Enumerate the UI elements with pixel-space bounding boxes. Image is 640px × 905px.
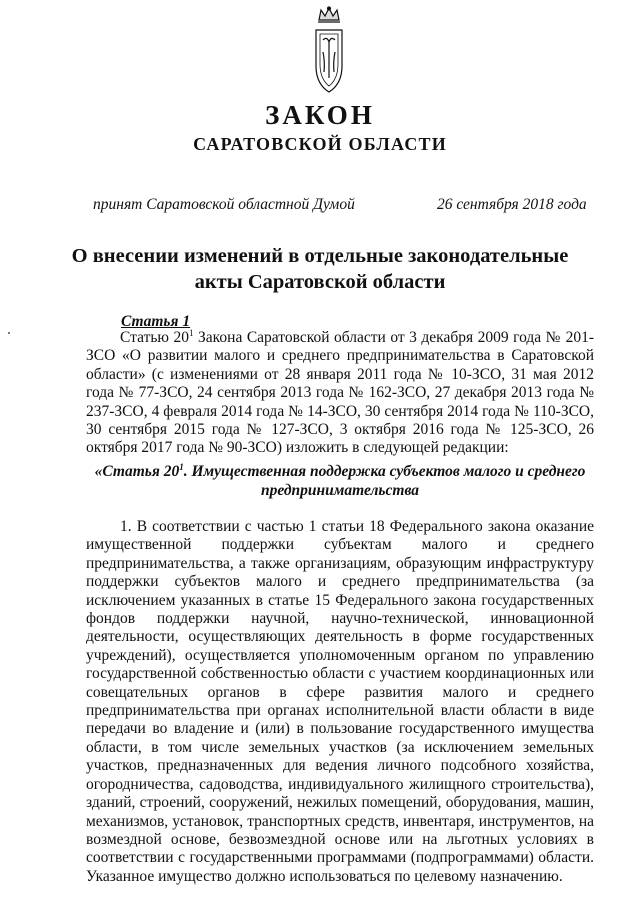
document-type-heading: ЗАКОН [265, 100, 375, 130]
article-1-heading: Статья 1 [121, 313, 191, 330]
new-article-prefix: «Статья 20 [94, 463, 180, 480]
article-number-superscript: 1 [189, 328, 194, 338]
adopted-by-line: принят Саратовской областной Думой [93, 196, 355, 213]
coat-of-arms-emblem [311, 6, 347, 94]
article-1-paragraph-rest: Закона Саратовской области от 3 декабря 2009 года № 201-ЗСО «О развитии малого и среднего предпринимательства в Саратовской области» (с изменениями от 28 января 2011 года № 10-ЗСО, 31 мая 2012 года № 77-ЗСО, 24 сентября 2013 года № 162-ЗСО, 27 декабря 2013 года № 237-ЗСО, 4 февраля 2014 года № 14-ЗСО, 30 сентября 2014 года № 110-ЗСО, 30 сентября 2015 года № 127-ЗСО, 3 октября 2016 года № 125-ЗСО, 26 октября 2017 года № 90-ЗСО) изложить в следующей редакции: [86, 329, 595, 457]
new-article-superscript: 1 [179, 462, 184, 472]
scan-speck [8, 332, 10, 334]
article-1-paragraph [86, 329, 594, 458]
document-title-line-1: О внесении изменений в отдельные законодательные [71, 245, 569, 267]
region-heading: САРАТОВСКОЙ ОБЛАСТИ [193, 134, 447, 154]
new-article-heading [86, 463, 594, 500]
article-1-paragraph-start: Статью 20 [120, 329, 190, 346]
adopted-date: 26 сентября 2018 года [437, 196, 587, 213]
document-title-line-2: акты Саратовской области [194, 271, 446, 293]
new-article-title: . Имущественная поддержка субъектов малого и среднего предпринимательства [183, 463, 586, 499]
clause-1-paragraph: 1. В соответствии с частью 1 статьи 18 Федерального закона оказание имущественной поддержки субъектам малого и среднего предпринимательства, а также организациям, образующим инфраструктуру поддержки субъектов малого и среднего предпринимательства (за исключением указанных в статье 15 Федерального закона государственных фондов поддержки научной, научно-технической, инновационной деятельности, осуществляющих деятельность в форме государственных учреждений), осуществляется уполномоченным органом по управлению государственной собственностью области с участием координационных или совещательных органов в сфере развития малого и среднего предпринимательства при органах исполнительной власти области в виде передачи во владение и (или) в пользование государственного имущества области, в том числе земельных участков (за исключением земельных участков, предназначенных для ведения личного подсобного хозяйства, огородничества, садоводства, индивидуального жилищного строительства), зданий, строений, сооружений, нежилых помещений, оборудования, машин, механизмов, установок, транспортных средств, инвентаря, инструментов, на возмездной основе, безвозмездной основе или на льготных условиях в соответствии с государственными программами (подпрограммами) области. Указанное имущество должно использоваться по целевому назначению. [86, 518, 594, 885]
